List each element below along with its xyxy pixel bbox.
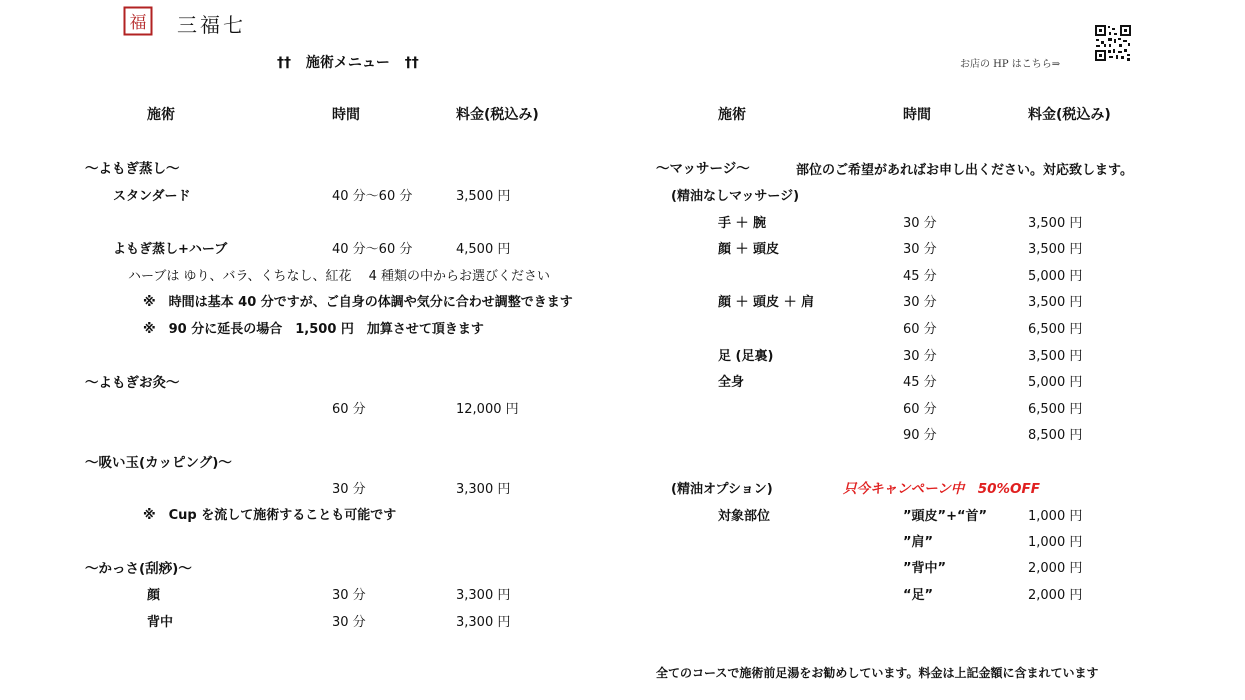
massage-price: 3,500 円 [1028,216,1083,231]
extension-note: ※ 90 分に延長の場合 1,500 円 加算させて頂きます [143,322,484,337]
qr-code-icon[interactable] [1094,24,1132,62]
section-title-moxa: 〜よもぎお灸〜 [85,375,180,391]
massage-price: 5,000 円 [1028,269,1083,284]
massage-note: 部位のご希望があればお申し出ください。対応致します。 [796,163,1133,178]
massage-time: 30 分 [903,242,937,257]
massage-time: 30 分 [903,216,937,231]
campaign-badge: 只今キャンペーン中 50%OFF [843,481,1040,497]
massage-time: 45 分 [903,375,937,390]
brand-name: 三福七 [177,13,246,37]
massage-name: 手 ＋ 腕 [718,216,767,231]
section-title-cupping: 〜吸い玉(カッピング)〜 [85,455,232,471]
oil-option-title: (精油オプション) [671,482,773,497]
no-oil-title: (精油なしマッサージ) [671,189,800,204]
col-header-price-right: 料金(税込み) [1028,107,1111,123]
footer-note: 全てのコースで施術前足湯をお勧めしています。料金は上記金額に含まれています [656,666,1099,680]
massage-time: 30 分 [903,349,937,364]
item-time: 40 分〜60 分 [332,189,413,204]
item-price: 3,300 円 [456,482,511,497]
massage-price: 6,500 円 [1028,322,1083,337]
item-price: 4,500 円 [456,242,511,257]
massage-name: 足 (足裏) [718,349,774,364]
item-time: 30 分 [332,615,366,630]
massage-price: 3,500 円 [1028,242,1083,257]
massage-time: 90 分 [903,428,937,443]
item-price: 3,300 円 [456,615,511,630]
item-time: 30 分 [332,482,366,497]
section-title-kassa: 〜かっさ(刮痧)〜 [85,561,192,577]
massage-price: 3,500 円 [1028,295,1083,310]
massage-price: 6,500 円 [1028,402,1083,417]
massage-time: 45 分 [903,269,937,284]
massage-name: 顔 ＋ 頭皮 ＋ 肩 [718,295,815,310]
massage-time: 60 分 [903,402,937,417]
item-time: 40 分〜60 分 [332,242,413,257]
cupping-note: ※ Cup を流して施術することも可能です [143,508,397,523]
section-title-yomogi: 〜よもぎ蒸し〜 [85,161,180,177]
menu-title [277,52,419,72]
massage-time: 30 分 [903,295,937,310]
item-price: 3,500 円 [456,189,511,204]
item-name: スタンダード [113,189,191,204]
item-price: 3,300 円 [456,588,511,603]
option-price: 2,000 円 [1028,588,1083,603]
target-label: 対象部位 [718,509,771,524]
col-header-treatment-left: 施術 [147,107,175,123]
herb-note: ハーブは ゆり、バラ、くちなし、紅花 4 種類の中からお選びください [128,269,550,284]
option-price: 1,000 円 [1028,509,1083,524]
col-header-treatment-right: 施術 [718,107,746,123]
item-name: 背中 [147,615,174,630]
col-header-time-left: 時間 [332,107,360,123]
time-note: ※ 時間は基本 40 分ですが、ご自身の体調や気分に合わせ調整できます [143,295,573,310]
section-title-massage: 〜マッサージ〜 [656,161,750,177]
shop-logo-icon [123,6,153,36]
massage-price: 5,000 円 [1028,375,1083,390]
option-part: ”頭皮”+“首” [903,509,988,524]
title-ornament-left: †† [277,55,291,71]
item-time: 60 分 [332,402,366,417]
col-header-time-right: 時間 [903,107,931,123]
item-name: 顔 [147,588,161,603]
option-price: 1,000 円 [1028,535,1083,550]
massage-name: 顔 ＋ 頭皮 [718,242,780,257]
qr-caption: お店の HP はこちら⇒ [960,59,1061,70]
option-price: 2,000 円 [1028,561,1083,576]
title-ornament-right: †† [404,55,419,71]
item-name: よもぎ蒸し+ハーブ [113,242,228,257]
massage-time: 60 分 [903,322,937,337]
massage-price: 3,500 円 [1028,349,1083,364]
option-part: ”肩” [903,535,934,550]
option-part: “足” [903,588,934,603]
item-time: 30 分 [332,588,366,603]
massage-price: 8,500 円 [1028,428,1083,443]
option-part: ”背中” [903,561,947,576]
massage-name: 全身 [718,375,745,390]
svg-text:福: 福 [129,13,147,33]
item-price: 12,000 円 [456,402,519,417]
col-header-price-left: 料金(税込み) [456,107,539,123]
brand-logo [123,6,153,36]
menu-title-text: 施術メニュー [305,55,390,71]
